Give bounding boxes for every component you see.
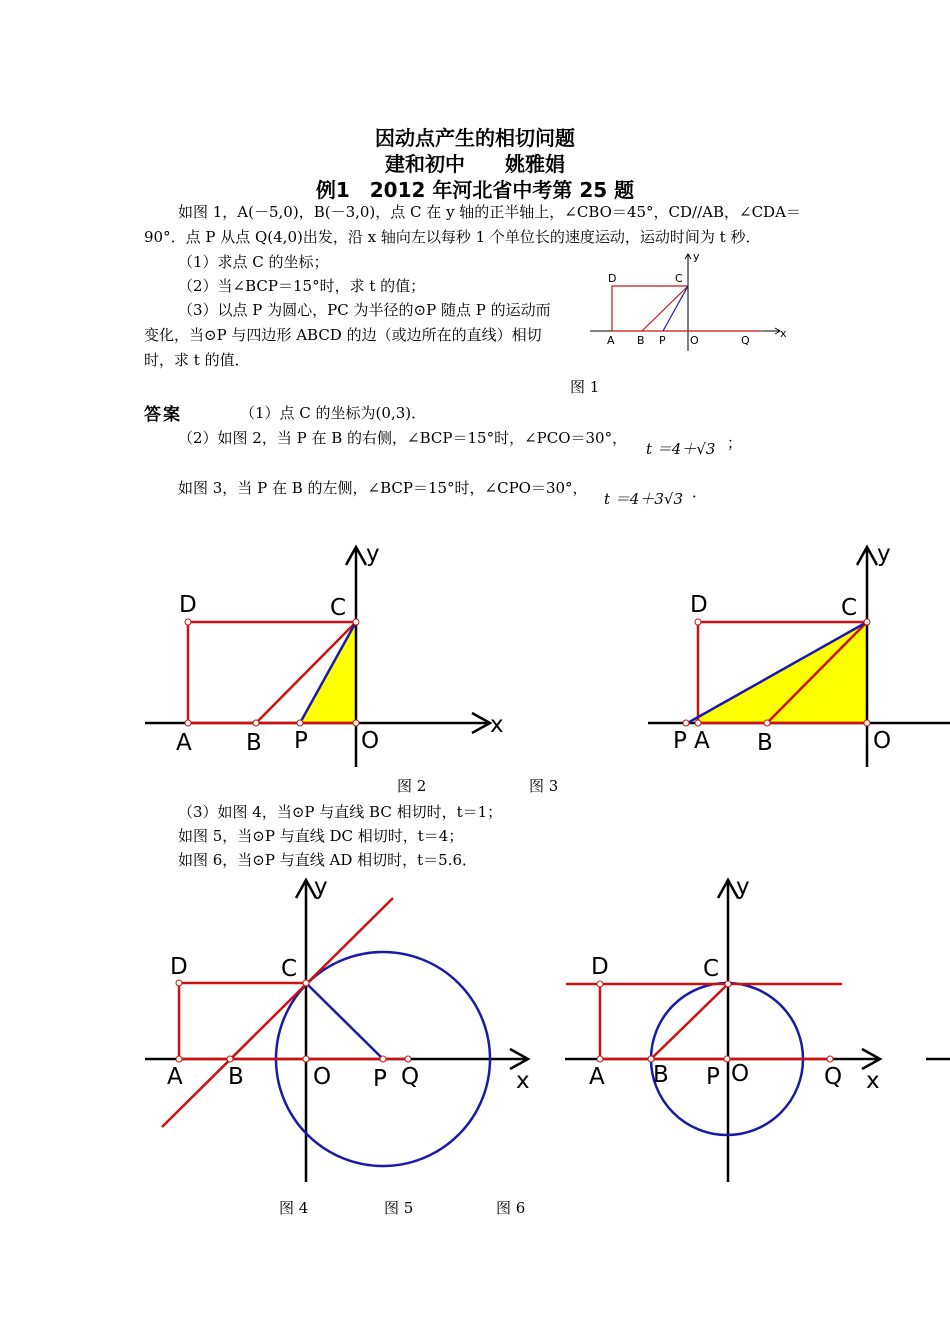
answer-1: （1）点 C 的坐标为(0,3)． xyxy=(240,404,427,422)
answer-3: 如图 3，当 P 在 B 的左侧，∠BCP＝15°时，∠CPO＝30°， xyxy=(178,479,588,497)
fig4-label-d: D xyxy=(170,954,188,980)
fig2-label-a: A xyxy=(176,730,192,756)
answer-2: （2）如图 2，当 P 在 B 的右侧，∠BCP＝15°时，∠PCO＝30°， xyxy=(178,429,628,447)
figures-2-3 xyxy=(0,535,950,775)
fig1-label-x: x xyxy=(780,327,787,340)
fig1-label-q: Q xyxy=(741,334,750,347)
fig3-label-y: y xyxy=(877,541,891,567)
fig3-label-o: O xyxy=(873,728,892,754)
fig5-label-d: D xyxy=(591,954,609,980)
fig2-label-o: O xyxy=(361,728,380,754)
fig5-label-a: A xyxy=(589,1064,605,1090)
figures-4-5-6 xyxy=(0,870,950,1190)
caption-fig1: 图 1 xyxy=(570,378,600,396)
question-3b: 变化，当⊙P 与四边形 ABCD 的边（或边所在的直线）相切 xyxy=(144,326,542,344)
answer-part3-1: （3）如图 4，当⊙P 与直线 BC 相切时，t＝1； xyxy=(178,803,503,821)
fig4-label-q: Q xyxy=(401,1064,420,1090)
fig1-label-p: P xyxy=(659,334,666,347)
fig2-label-c: C xyxy=(330,595,347,621)
fig5-label-b: B xyxy=(653,1062,669,1088)
fig4-label-a: A xyxy=(167,1064,183,1090)
fig2-label-p: P xyxy=(294,728,308,754)
fig4-label-c: C xyxy=(281,956,298,982)
fig1-label-o: O xyxy=(690,334,699,347)
fig2-label-y: y xyxy=(366,541,380,567)
fig4-label-p: P xyxy=(373,1066,387,1092)
author-line: 建和初中 姚雅娟 xyxy=(385,152,565,176)
fig5-label-x: x xyxy=(866,1068,880,1094)
caption-fig6: 图 6 xyxy=(496,1199,526,1217)
question-2: （2）当∠BCP＝15°时，求 t 的值； xyxy=(178,277,426,295)
fig3-label-c: C xyxy=(841,595,858,621)
fig1-label-a: A xyxy=(607,334,615,347)
fig5-label-p: P xyxy=(706,1064,720,1090)
fig4-label-o: O xyxy=(313,1064,332,1090)
page-title: 因动点产生的相切问题 xyxy=(375,126,575,150)
example-title: 例1 2012 年河北省中考第 25 题 xyxy=(315,178,635,202)
fig2-label-d: D xyxy=(179,592,197,618)
question-3a: （3）以点 P 为圆心，PC 为半径的⊙P 随点 P 的运动而 xyxy=(178,301,551,319)
fig3-label-p: P xyxy=(673,728,687,754)
fig3-label-a: A xyxy=(694,728,710,754)
fig4-label-y: y xyxy=(314,874,328,900)
answer-3-end: ． xyxy=(692,483,708,501)
fig5-label-c: C xyxy=(703,956,720,982)
caption-fig5: 图 5 xyxy=(384,1199,414,1217)
question-3c: 时，求 t 的值． xyxy=(144,351,250,369)
problem-line-1: 如图 1，A(－5,0)，B(－3,0)，点 C 在 y 轴的正半轴上，∠CBO＝45°，CD//AB，∠CDA＝ xyxy=(178,203,801,221)
fig2-label-b: B xyxy=(246,730,262,756)
problem-line-2: 90°．点 P 从点 Q(4,0)出发，沿 x 轴向左以每秒 1 个单位长的速度运动，运动时间为 t 秒． xyxy=(144,228,761,246)
fig4-label-b: B xyxy=(228,1064,244,1090)
answer-2-end: ； xyxy=(727,434,743,452)
caption-fig2: 图 2 xyxy=(397,777,427,795)
fig2-label-x: x xyxy=(490,712,504,738)
answer-3-formula: t ＝4＋3√3 xyxy=(604,490,683,508)
fig3-label-b: B xyxy=(757,730,773,756)
fig1-label-y: y xyxy=(693,250,700,263)
answer-label: 答案 xyxy=(144,405,182,425)
fig1-label-d: D xyxy=(608,272,617,285)
fig5-label-o: O xyxy=(731,1061,750,1087)
caption-fig4: 图 4 xyxy=(279,1199,309,1217)
fig5-label-q: Q xyxy=(824,1064,843,1090)
answer-part3-3: 如图 6，当⊙P 与直线 AD 相切时，t＝5.6． xyxy=(178,851,478,869)
answer-part3-2: 如图 5，当⊙P 与直线 DC 相切时，t＝4； xyxy=(178,827,464,845)
answer-2-formula: t ＝4＋√3 xyxy=(646,440,716,458)
fig1-label-c: C xyxy=(675,272,683,285)
fig4-label-x: x xyxy=(516,1068,530,1094)
fig5-label-y: y xyxy=(736,874,750,900)
fig3-label-d: D xyxy=(690,592,708,618)
figure-1 xyxy=(585,248,795,358)
question-1: （1）求点 C 的坐标； xyxy=(178,253,329,271)
caption-fig3: 图 3 xyxy=(529,777,559,795)
fig1-label-b: B xyxy=(637,334,645,347)
